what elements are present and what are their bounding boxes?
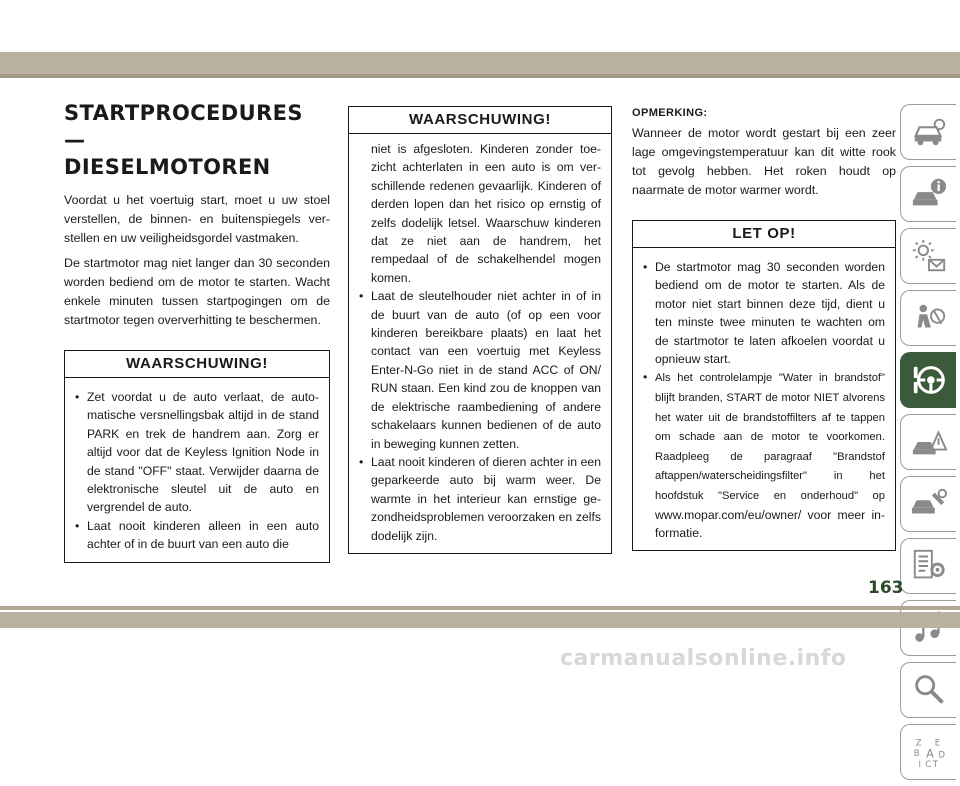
watermark: carmanualsonline.info xyxy=(560,646,847,671)
roadside-warning-icon xyxy=(910,423,948,461)
page-number: 163 xyxy=(868,578,904,598)
tab-warning-lights[interactable] xyxy=(900,228,956,284)
warning-box-2-title: WAARSCHUWING! xyxy=(349,107,611,134)
car-inspection-icon xyxy=(910,113,948,151)
tab-airbag-safety[interactable] xyxy=(900,290,956,346)
note-title: OPMERKING: xyxy=(632,107,708,119)
section-title-line1: STARTPROCEDURES — xyxy=(64,101,303,152)
car-service-icon xyxy=(910,485,948,523)
index-icon xyxy=(910,733,948,771)
svg-text:B: B xyxy=(913,748,920,759)
car-info-icon xyxy=(910,175,948,213)
warning-box-1 xyxy=(64,350,330,563)
tab-car-inspection[interactable] xyxy=(900,104,956,160)
svg-text:D: D xyxy=(938,750,945,761)
chapter-tabs xyxy=(900,104,960,786)
column-middle xyxy=(348,106,612,554)
section-title-line2: DIESELMOTOREN xyxy=(64,155,271,179)
column-left xyxy=(64,100,330,563)
warning-lights-icon xyxy=(910,237,948,275)
warning-item: • Laat de sleutelhouder niet achter in of in de buurt van de auto (of op een voor kinderen bereikbare plaats) en laat het contact van een voertuig met Keyless Enter-N-Go niet in de stand ACC of ON/ RUN staan. Een kind zou de knoppen van de elektrische raambediening of andere schakelaars kunnen bedienen of de auto in beweging kunnen zetten. xyxy=(359,287,601,453)
intro-paragraph-1: Voordat u het voertuig start, moet u uw stoel verstellen, de binnen- en buitenspiegels verstellen en uw veiligheidsgordel vastmaken. xyxy=(64,193,330,245)
column-right xyxy=(632,106,896,551)
intro-paragraph-2: De startmotor mag niet langer dan 30 seconden worden bediend om de motor te starten. Wacht enkele minuten tussen startpogingen om de startmotor tegen oververhitting te beschermen. xyxy=(64,256,330,327)
svg-text:T: T xyxy=(932,760,938,771)
caution-box-title: LET OP! xyxy=(633,221,895,248)
header-band xyxy=(0,52,960,74)
section-title xyxy=(64,100,330,181)
tab-roadside[interactable] xyxy=(900,414,956,470)
svg-text:E: E xyxy=(934,738,940,749)
warning-item: • Laat nooit kinderen of dieren achter in een geparkeerde auto bij warm weer. De warmte in het interieur kan ernstige gezondheidsproblemen veroorzaken en zelfs dodelijk zijn. xyxy=(359,453,601,545)
airbag-safety-icon xyxy=(910,299,948,337)
warning-continuation: niet is afgesloten. Kinderen zonder toezicht achterlaten in een auto is om verschillende redenen gevaarlijk. Kinderen of derden lopen dan het risico op ernstig of zelfs dodelijk letsel. Waarschuw kinderen dat ze niet aan de handrem, het rempedaal of de schakelhendel mogen komen. xyxy=(371,142,601,285)
header-band-line xyxy=(0,74,960,78)
caution-item xyxy=(643,368,885,542)
tab-service[interactable] xyxy=(900,476,956,532)
tab-specifications[interactable] xyxy=(900,538,956,594)
warning-box-2 xyxy=(348,106,612,554)
specifications-icon xyxy=(910,547,948,585)
svg-text:C: C xyxy=(924,760,931,771)
tab-starting-driving[interactable] xyxy=(900,352,956,408)
svg-text:Z: Z xyxy=(915,738,922,749)
caution-box xyxy=(632,220,896,551)
warning-item: • Laat nooit kinderen alleen in een auto achter of in de buurt van een auto die xyxy=(75,517,319,554)
warning-box-1-title: WAARSCHUWING! xyxy=(65,351,329,378)
caution-item-link: www.mopar.com/eu/owner/ voor meer informatie. xyxy=(655,507,885,540)
svg-text:A: A xyxy=(925,746,934,761)
caution-item-text: Als het controlelampje "Water in brandstof" blijft branden, START de motor NIET alvorens het water uit de brandstoffilters af te tappen om schade aan de motor te voorkomen. Raadpleeg de paragraaf "Brandstof aftappen/waterscheidingsfilter" in het hoofdstuk "Service en onderhoud" op xyxy=(655,372,885,502)
tab-index[interactable] xyxy=(900,724,956,780)
search-icon xyxy=(910,671,948,709)
footer-band xyxy=(0,612,960,628)
svg-text:I: I xyxy=(918,760,921,771)
tab-car-info[interactable] xyxy=(900,166,956,222)
tab-search[interactable] xyxy=(900,662,956,718)
caution-item: • De startmotor mag 30 seconden worden bediend om de motor te starten. Als de motor niet start binnen deze tijd, dient u ten minste twee minuten te wachten om de startmotor te laten afkoelen voordat u opnieuw start. xyxy=(643,258,885,368)
warning-item: • Zet voordat u de auto verlaat, de automatische versnellingsbak altijd in de stand PARK en trek de handrem aan. Zorg er altijd voor dat de Keyless Ignition Node in de stand "OFF" staat. Verwijder daarna de elektronische sleutel uit de auto en vergrendel de auto. xyxy=(75,388,319,517)
steering-wheel-icon xyxy=(910,361,948,399)
footer-band-line xyxy=(0,606,960,610)
top-margin xyxy=(0,0,960,52)
note-text: Wanneer de motor wordt gestart bij een zeer lage omgevingstemperatuur kan dit witte rook tot gevolg hebben. Het roken houdt op naarmate de motor warmer wordt. xyxy=(632,126,896,197)
